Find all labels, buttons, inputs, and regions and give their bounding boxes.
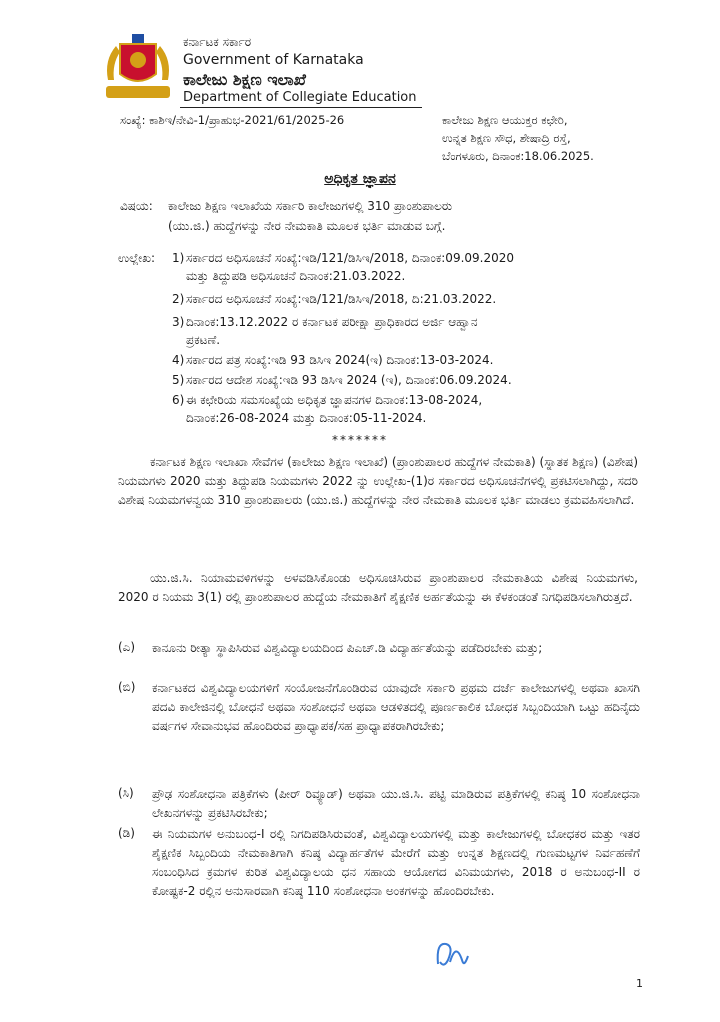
address-line: ಕಾಲೇಜು ಶಿಕ್ಷಣ ಆಯುಕ್ತರ ಕಛೇರಿ, (442, 113, 568, 127)
reference-number-5: 5) (172, 373, 185, 387)
criterion-label: (ಸಿ) (118, 786, 134, 800)
header-dept-kannada: ಕಾಲೇಜು ಶಿಕ್ಷಣ ಇಲಾಖೆ (183, 70, 306, 89)
reference-item: ಪ್ರಕಟಣೆ. (186, 333, 221, 347)
criterion-label: (ಬಿ) (118, 680, 136, 694)
criterion-label: (ಎ) (118, 640, 136, 654)
reference-item: ಸರ್ಕಾರದ ಅಧಿಸೂಚನೆ ಸಂಖ್ಯೆ:ಇಡಿ/121/ಡಿಸಿಇ/2018, ದಿ:21.03.2022. (186, 292, 497, 306)
criterion-text: ಕಾನೂನು ರೀತ್ಯಾ ಸ್ಥಾಪಿಸಿರುವ ವಿಶ್ವವಿದ್ಯಾಲಯದಿಂದ ಪಿಎಚ್.ಡಿ ವಿದ್ಯಾರ್ಹತೆಯನ್ನು ಪಡೆದಿರಬೇಕು ಮತ್ತು; (152, 641, 543, 655)
page-number: 1 (636, 977, 643, 990)
memo-title: ಅಧಿಕೃತ ಜ್ಞಾಪನ (324, 171, 396, 187)
address-date: ಬೆಂಗಳೂರು, ದಿನಾಂಕ:18.06.2025. (442, 149, 594, 163)
reference-number-1: 1) (172, 251, 185, 265)
reference-item: ದಿನಾಂಕ:26-08-2024 ಮತ್ತು ದಿನಾಂಕ:05-11-2024. (186, 411, 427, 425)
subject-line: (ಯು.ಜಿ.) ಹುದ್ದೆಗಳನ್ನು ನೇರ ನೇಮಕಾತಿ ಮೂಲಕ ಭರ್ತಿ ಮಾಡುವ ಬಗ್ಗೆ. (168, 219, 446, 233)
reference-number-3: 3) (172, 315, 185, 329)
criterion-text: ಕರ್ನಾಟಕದ ವಿಶ್ವವಿದ್ಯಾಲಯಗಳಿಗೆ ಸಂಯೋಜನೆಗೊಂಡಿರುವ ಯಾವುದೇ ಸರ್ಕಾರಿ ಪ್ರಥಮ ದರ್ಜೆ ಕಾಲೇಜುಗಳಲ್ಲಿ ಅಥವಾ ಖಾಸಗಿ ಪದವಿ ಕಾಲೇಜಿನಲ್ಲಿ ಬೋಧನೆ ಅಥವಾ ಸಂಶೋಧನೆ ಅಥವಾ ಆಡಳಿತದಲ್ಲಿ ಪೂರ್ಣಕಾಲಿಕ ಬೋಧಕ ಸಿಬ್ಬಂದಿಯಾಗಿ ಒಟ್ಟು ಹದಿನೈದು ವರ್ಷಗಳ ಸೇವಾನುಭವ ಹೊಂದಿರುವ ಪ್ರಾಧ್ಯಾಪಕ/ಸಹ ಪ್ರಾಧ್ಯಾಪಕರಾಗಿರಬೇಕು; (152, 681, 640, 733)
signature-initials (428, 932, 476, 974)
body-paragraph-1: ಕರ್ನಾಟಕ ಶಿಕ್ಷಣ ಇಲಾಖಾ ಸೇವೆಗಳ (ಕಾಲೇಜು ಶಿಕ್ಷಣ ಇಲಾಖೆ) (ಪ್ರಾಂಶುಪಾಲರ ಹುದ್ದೆಗಳ ನೇಮಕಾತಿ) (ಸ್ನಾತಕ ಶಿಕ್ಷಣ) (ವಿಶೇಷ) ನಿಯಮಗಳು 2020 ಮತ್ತು ತಿದ್ದುಪಡಿ ನಿಯಮಗಳು 2022 ನ್ನು ಉಲ್ಲೇಖ-(1)ರ ಸರ್ಕಾರದ ಅಧಿಸೂಚನೆಗಳಲ್ಲಿ ಪ್ರಕಟಿಸಲಾಗಿದ್ದು, ಸದರಿ ವಿಶೇಷ ನಿಯಮಗಳನ್ವಯ 310 ಪ್ರಾಂಶುಪಾಲರು (ಯು.ಜಿ.) ಹುದ್ದೆಗಳನ್ನು ನೇರ ನೇಮಕಾತಿ ಮೂಲಕ ಭರ್ತಿ ಮಾಡಲು ಕ್ರಮವಹಿಸಲಾಗಿದೆ. (118, 455, 638, 507)
reference-item: ಸರ್ಕಾರದ ಪತ್ರ ಸಂಖ್ಯೆ:ಇಡಿ 93 ಡಿಸಿಇ 2024(ಇ) ದಿನಾಂಕ:13-03-2024. (186, 353, 494, 367)
header-dept-english: Department of Collegiate Education (183, 90, 417, 105)
reference-number-6: 6) (172, 393, 185, 407)
reference-item: ಈ ಕಛೇರಿಯ ಸಮಸಂಖ್ಯೆಯ ಅಧಿಕೃತ ಜ್ಞಾಪನಗಳ ದಿನಾಂಕ:13-08-2024, (186, 393, 483, 407)
reference-number-2: 2) (172, 292, 185, 306)
separator-stars: ******* (332, 433, 388, 447)
criterion-text: ಈ ನಿಯಮಗಳ ಅನುಬಂಧ-I ರಲ್ಲಿ ನಿಗದಿಪಡಿಸಿರುವಂತೆ, ವಿಶ್ವವಿದ್ಯಾಲಯಗಳಲ್ಲಿ ಮತ್ತು ಕಾಲೇಜುಗಳಲ್ಲಿ ಬೋಧಕರ ಮತ್ತು ಇತರ ಶೈಕ್ಷಣಿಕ ಸಿಬ್ಬಂದಿಯ ನೇಮಕಾತಿಗಾಗಿ ಕನಿಷ್ಠ ವಿದ್ಯಾರ್ಹತೆಗಳ ಮೇರೆಗೆ ಮತ್ತು ಉನ್ನತ ಶಿಕ್ಷಣದಲ್ಲಿ ಗುಣಮಟ್ಟಗಳ ನಿರ್ವಹಣೆಗೆ ಸಂಬಂಧಿಸಿದ ಕ್ರಮಗಳ ಕುರಿತ ವಿಶ್ವವಿದ್ಯಾಲಯ ಧನ ಸಹಾಯ ಆಯೋಗದ ವಿನಿಮಯಗಳು, 2018 ರ ಅನುಬಂಧ-II ರ ಕೋಷ್ಟಕ-2 ರಲ್ಲಿನ ಅನುಸಾರವಾಗಿ ಕನಿಷ್ಠ 110 ಸಂಶೋಧನಾ ಅಂಕಗಳನ್ನು ಹೊಂದಿರಬೇಕು. (152, 827, 640, 898)
address-line: ಉನ್ನತ ಶಿಕ್ಷಣ ಸೌಧ, ಶೇಷಾದ್ರಿ ರಸ್ತೆ, (442, 131, 571, 145)
subject-label: ವಿಷಯ: (120, 199, 153, 213)
reference-item: ಸರ್ಕಾರದ ಆದೇಶ ಸಂಖ್ಯೆ:ಇಡಿ 93 ಡಿಸಿಇ 2024 (ಇ), ದಿನಾಂಕ:06.09.2024. (186, 373, 512, 387)
header-state-kannada: ಕರ್ನಾಟಕ ಸರ್ಕಾರ (183, 35, 252, 49)
karnataka-emblem (100, 30, 176, 106)
subject-line: ಕಾಲೇಜು ಶಿಕ್ಷಣ ಇಲಾಖೆಯ ಸರ್ಕಾರಿ ಕಾಲೇಜುಗಳಲ್ಲಿ 310 ಪ್ರಾಂಶುಪಾಲರು (168, 199, 453, 213)
reference-number-4: 4) (172, 353, 185, 367)
body-paragraph-2: ಯು.ಜಿ.ಸಿ. ನಿಯಾಮವಳಿಗಳನ್ನು ಅಳವಡಿಸಿಕೊಂಡು ಅಧಿಸೂಚಿಸಿರುವ ಪ್ರಾಂಶುಪಾಲರ ನೇಮಕಾತಿಯ ವಿಶೇಷ ನಿಯಮಗಳು, 2020 ರ ನಿಯಮ 3(1) ರಲ್ಲಿ ಪ್ರಾಂಶುಪಾಲರ ಹುದ್ದೆಯ ನೇಮಕಾತಿಗೆ ಶೈಕ್ಷಣಿಕ ಅರ್ಹತೆಯನ್ನು ಈ ಕೆಳಕಂಡಂತೆ ನಿಗಧಿಪಡಿಸಲಾಗಿರುತ್ತದೆ. (118, 571, 638, 604)
header-divider (180, 107, 422, 108)
reference-number: ಸಂಖ್ಯೆ: ಕಾಶಿಇ/ನೇವಿ-1/ಪ್ರಾಹುಭ-2021/61/2025-26 (120, 113, 345, 127)
reference-item: ಸರ್ಕಾರದ ಅಧಿಸೂಚನೆ ಸಂಖ್ಯೆ:ಇಡಿ/121/ಡಿಸಿಇ/2018, ದಿನಾಂಕ:09.09.2020 (186, 251, 515, 265)
criterion-text: ಪ್ರೌಢ ಸಂಶೋಧನಾ ಪತ್ರಿಕೆಗಳು (ಪೀರ್ ರಿವ್ಯೂಡ್) ಅಥವಾ ಯು.ಜಿ.ಸಿ. ಪಟ್ಟಿ ಮಾಡಿರುವ ಪತ್ರಿಕೆಗಳಲ್ಲಿ ಕನಿಷ್ಠ 10 ಸಂಶೋಧನಾ ಲೇಖನಗಳನ್ನು ಪ್ರಕಟಿಸಿರಬೇಕು; (152, 787, 640, 820)
criterion-label: (ಡಿ) (118, 826, 135, 840)
reference-item: ದಿನಾಂಕ:13.12.2022 ರ ಕರ್ನಾಟಕ ಪರೀಕ್ಷಾ ಪ್ರಾಧಿಕಾರದ ಅರ್ಜಿ ಆಹ್ವಾನ (186, 315, 478, 329)
references-label: ಉಲ್ಲೇಖ: (118, 251, 156, 265)
header-state-english: Government of Karnataka (183, 52, 364, 68)
reference-item: ಮತ್ತು ತಿದ್ದುಪಡಿ ಅಧಿಸೂಚನೆ ದಿನಾಂಕ:21.03.2022. (186, 269, 406, 283)
